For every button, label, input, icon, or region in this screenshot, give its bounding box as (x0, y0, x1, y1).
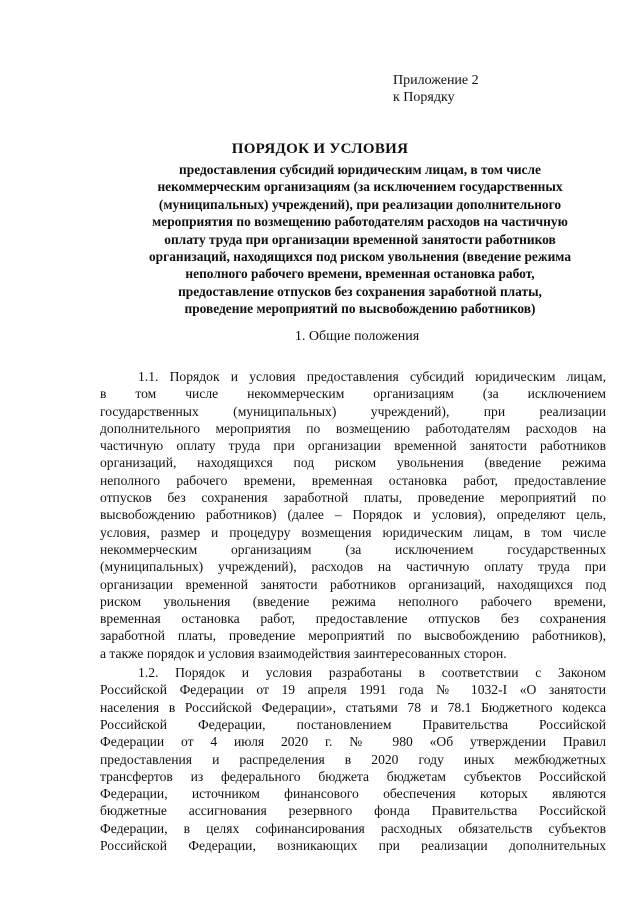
text-line: высвобождению работников) (далее – Порядок и условия), определяют цель, (100, 507, 606, 523)
subtitle-line: проведение мероприятий по высвобождению работников) (184, 301, 536, 317)
text-line: Федерации от 4 июля 2020 г. № 980 «Об утверждении Правил (100, 734, 606, 750)
text-line: отпусков без сохранения заработной платы, проведение мероприятий по (100, 490, 606, 506)
text-line: условия, размер и процедуру возмещения юридическим лицам, в том числе (100, 524, 606, 540)
document-subtitle (115, 161, 605, 318)
document-title: ПОРЯДОК И УСЛОВИЯ (231, 141, 409, 157)
text-line: заработной платы, проведение мероприятий по высвобождению работников), (100, 628, 606, 644)
subtitle-line: организаций, находящихся под риском увольнения (введение режима (148, 249, 572, 265)
text-line: временная остановка работ, предоставление отпусков без сохранения (100, 611, 606, 627)
text-line: предоставления и распределения в 2020 году иных межбюджетных (100, 751, 606, 767)
text-line: риском увольнения (введение режима неполного рабочего времени, (100, 593, 606, 609)
appendix-reference (393, 72, 479, 106)
text-line: частичную оплату труда при организации временной занятости работников (100, 438, 606, 454)
subtitle-line: (муниципальных) учреждений), при реализации дополнительного (158, 196, 562, 212)
appendix-line-2: к Порядку (393, 90, 455, 105)
subtitle-line: предоставления субсидий юридическим лицам, в том числе (179, 162, 541, 177)
text-line: Российской Федерации, возникающих при реализации дополнительных (100, 838, 606, 854)
text-line: организаций, находящихся под риском увольнения (введение режима (100, 455, 606, 471)
subtitle-line: оплату труда при организации временной занятости работников (164, 231, 556, 247)
appendix-line-1: Приложение 2 (393, 73, 479, 88)
text-line: Федерации, источником финансового обеспечения которых являются (100, 786, 606, 802)
document-body (100, 368, 606, 854)
paragraph-1-1 (100, 368, 606, 662)
text-line: организации временной занятости работников организаций, находящихся под (100, 576, 606, 592)
subtitle-line: мероприятия по возмещению работодателям расходов на частичную (152, 214, 568, 230)
text-line: (муниципальных) учреждений), расходов на частичную оплату труда при (100, 559, 606, 575)
text-line: Российской Федерации от 19 апреля 1991 года № 1032-I «О занятости (100, 682, 606, 698)
text-line: 1.1. Порядок и условия предоставления субсидий юридическим лицам, (138, 369, 606, 384)
text-line: 1.2. Порядок и условия разработаны в соответствии с Законом (138, 665, 606, 681)
text-line: государственных (муниципальных) учреждений), при реализации (100, 403, 606, 419)
text-line: дополнительного мероприятия по возмещению работодателям расходов на (100, 420, 606, 436)
text-line: неполного рабочего времени, временная остановка работ, предоставление (100, 472, 606, 488)
text-line: в том числе некоммерческим организациям (за исключением (100, 386, 606, 402)
paragraph-1-2 (100, 664, 606, 854)
subtitle-line: некоммерческим организациям (за исключением государственных (157, 179, 563, 195)
section-heading: 1. Общие положения (294, 329, 420, 344)
text-line: Федерации, в целях софинансирования расходных обязательств субъектов (100, 820, 606, 836)
text-line: населения в Российской Федерации», статьями 78 и 78.1 Бюджетного кодекса (100, 699, 606, 715)
text-line: трансфертов из федерального бюджета бюджетам субъектов Российской (100, 768, 606, 784)
text-line: Российской Федерации, постановлением Правительства Российской (100, 716, 606, 732)
subtitle-line: предоставление отпусков без сохранения заработной платы, (178, 283, 542, 299)
text-line: некоммерческим организациям (за исключением государственных (100, 541, 606, 557)
text-line: а также порядок и условия взаимодействия заинтересованных сторон. (100, 645, 507, 661)
text-line: бюджетные ассигнования резервного фонда Правительства Российской (100, 803, 606, 819)
subtitle-line: неполного рабочего времени, временная остановка работ, (185, 266, 535, 282)
